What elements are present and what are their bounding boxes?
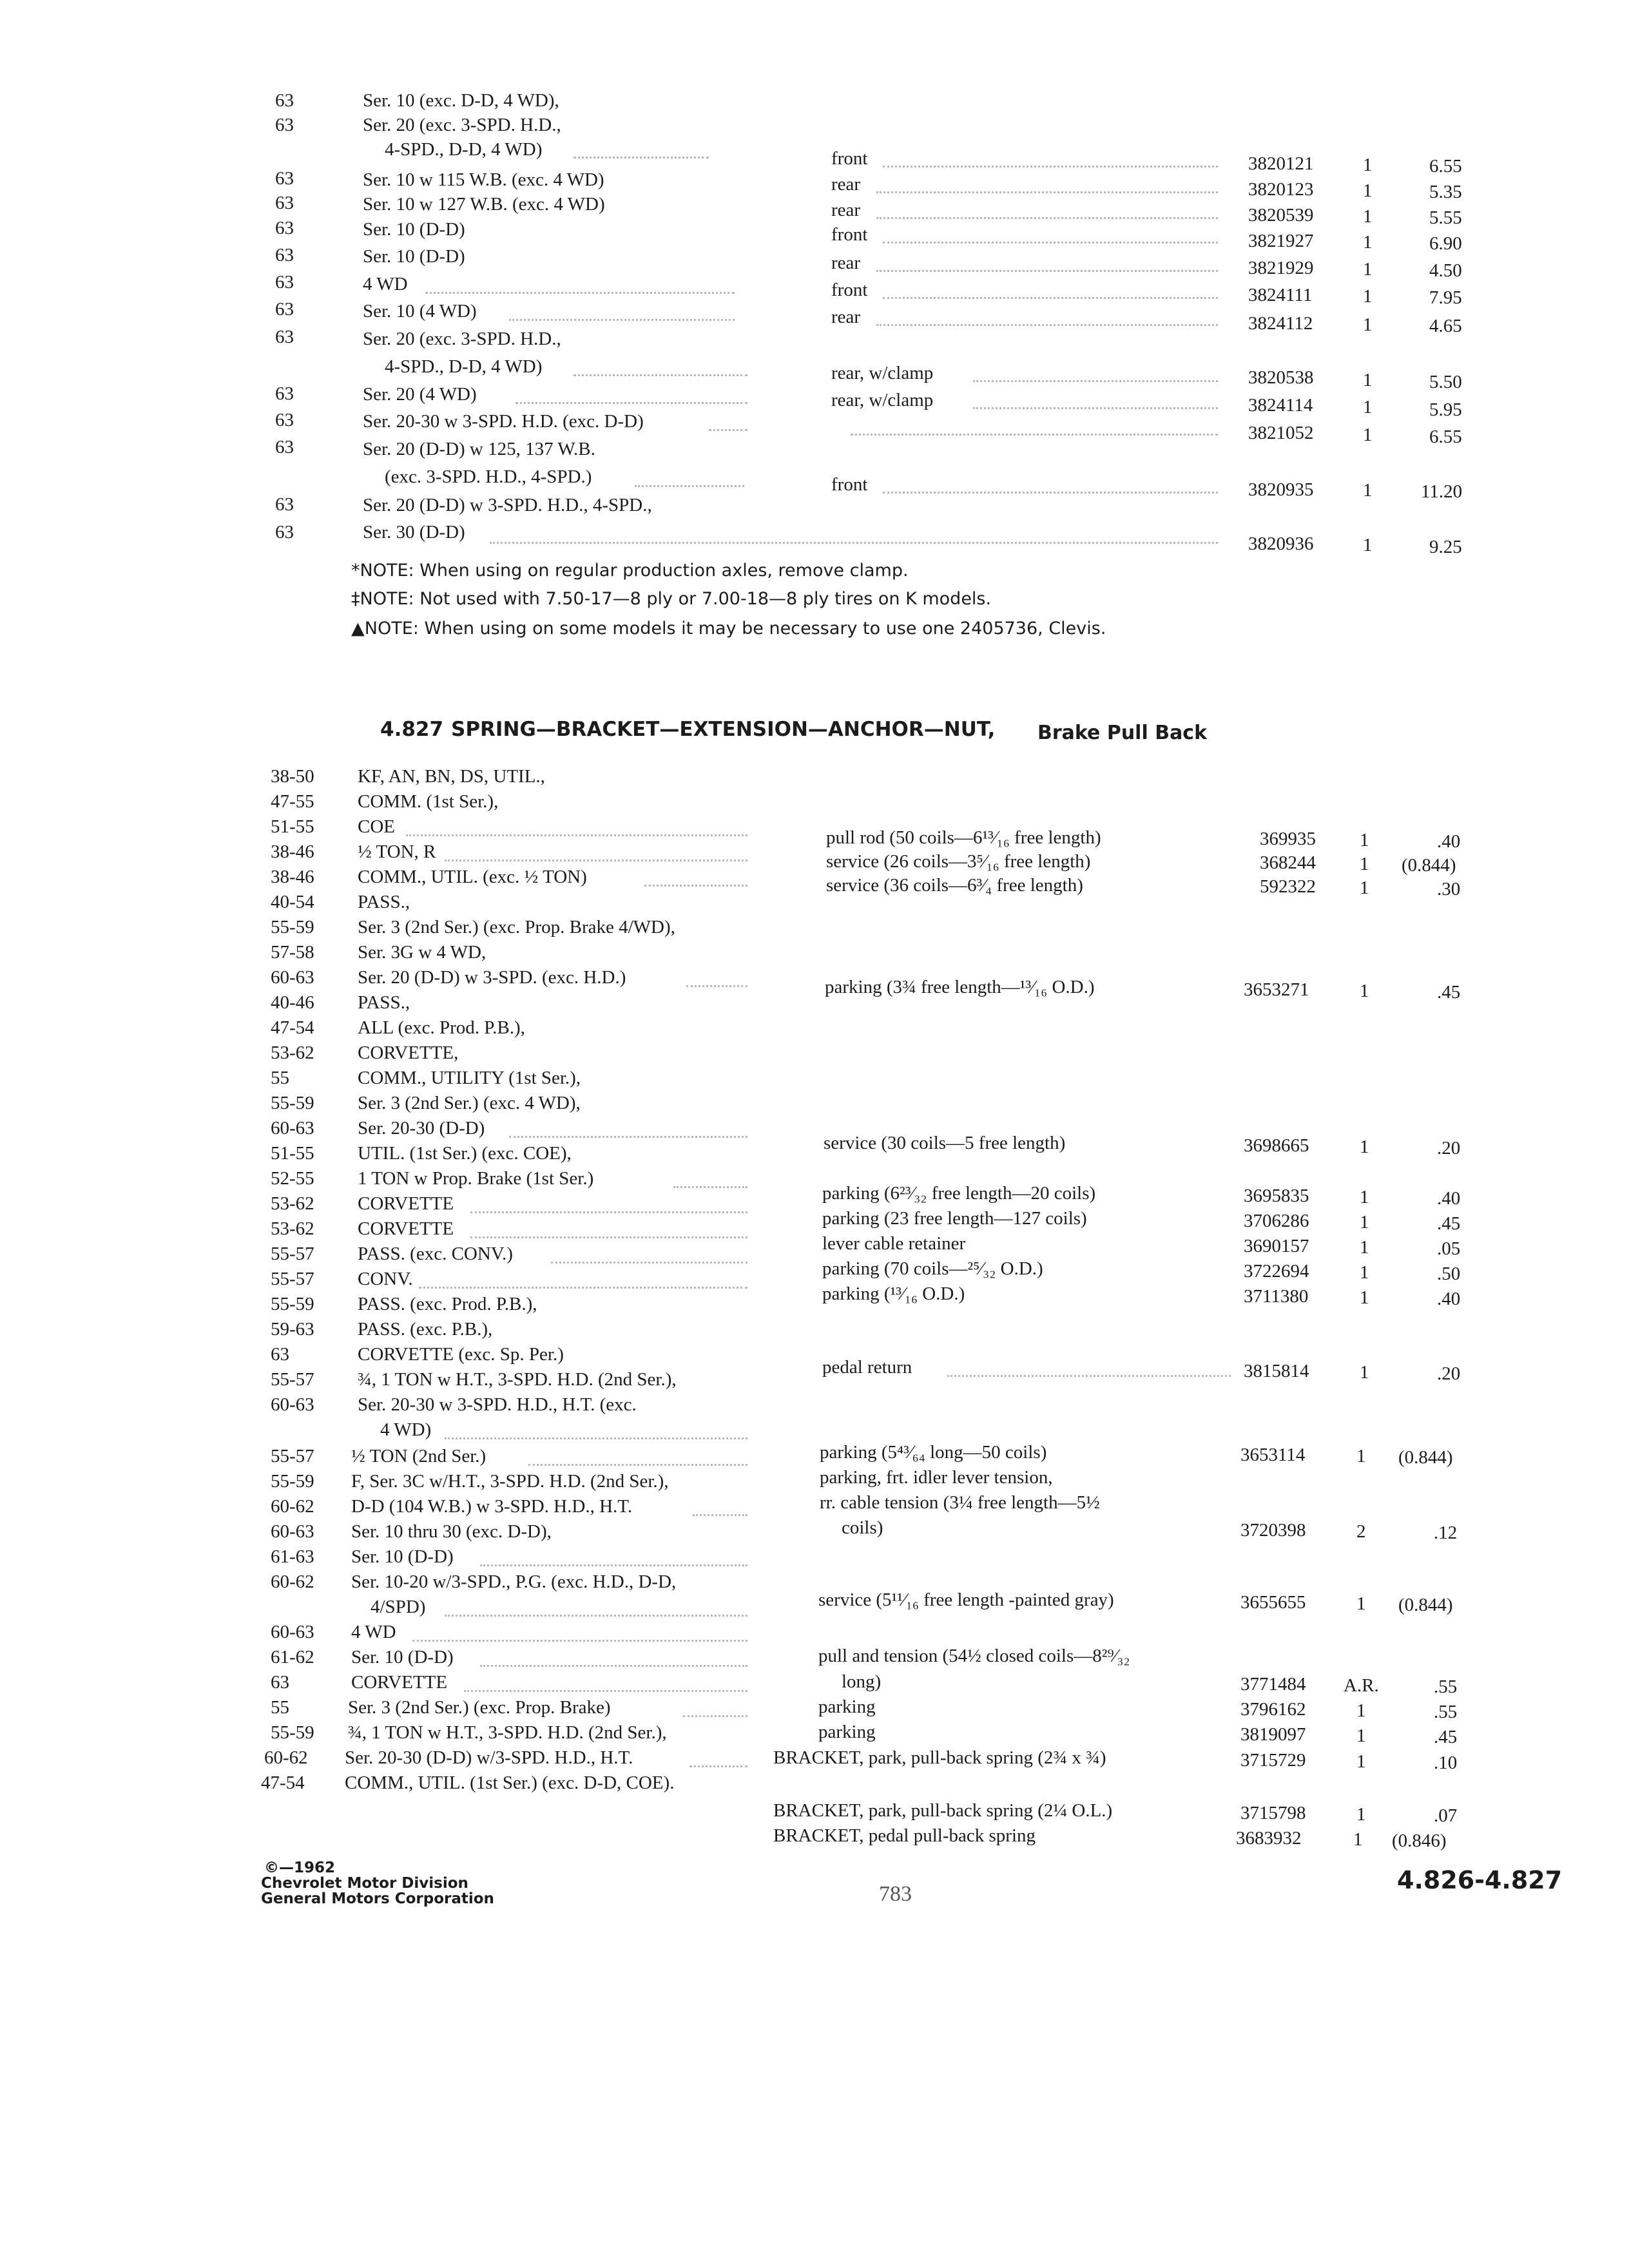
year-cell: 55-57 — [271, 1244, 314, 1264]
part-no-cell: 368244 — [1260, 852, 1316, 873]
qty-cell: 1 — [1360, 1362, 1369, 1383]
qty-cell: 1 — [1363, 314, 1373, 335]
desc-cell: lever cable retainer — [822, 1233, 966, 1254]
model-cell: Ser. 20-30 w 3-SPD. H.D., H.T. (exc. — [358, 1394, 637, 1415]
desc-cell: rear, w/clamp — [831, 390, 934, 410]
year-cell: 51-55 — [271, 1143, 314, 1164]
model-cell: COMM., UTILITY (1st Ser.), — [358, 1068, 581, 1088]
year-cell: 63 — [275, 218, 294, 238]
desc-cell: rear — [831, 200, 861, 220]
model-cell: Ser. 30 (D-D) — [363, 522, 465, 543]
model-cell: ½ TON, R — [358, 841, 436, 862]
price-cell: 5.55 — [1429, 207, 1462, 228]
part-no-cell: 3824114 — [1248, 395, 1313, 416]
year-cell: 53-62 — [271, 1043, 314, 1063]
price-cell: 5.35 — [1429, 182, 1462, 202]
part-no-cell: 3695835 — [1244, 1186, 1309, 1206]
model-cell: COE — [358, 816, 395, 837]
model-cell: 4/SPD) — [371, 1597, 426, 1617]
year-cell: 55 — [271, 1697, 289, 1718]
desc-cell: front — [831, 474, 868, 495]
qty-cell: 1 — [1356, 1446, 1366, 1466]
model-cell: Ser. 3 (2nd Ser.) (exc. Prop. Brake 4/WD), — [358, 917, 675, 937]
price-cell: .10 — [1434, 1753, 1458, 1773]
qty-cell: 1 — [1363, 397, 1373, 418]
part-no-cell: 3815814 — [1244, 1361, 1309, 1381]
note-tires: ‡NOTE: Not used with 7.50-17—8 ply or 7.00-18—8 ply tires on K models. — [351, 589, 992, 609]
model-cell: 4 WD) — [380, 1419, 432, 1440]
part-no-cell: 369935 — [1260, 829, 1316, 849]
model-cell: PASS. (exc. Prod. P.B.), — [358, 1294, 537, 1314]
qty-cell: 1 — [1363, 206, 1373, 227]
year-cell: 63 — [275, 245, 294, 265]
qty-cell: 1 — [1353, 1829, 1363, 1850]
desc-cell: service (30 coils—5 free length) — [824, 1133, 1066, 1153]
section-range: 4.826-4.827 — [1397, 1866, 1563, 1894]
model-cell: CORVETTE, — [358, 1043, 459, 1063]
year-cell: 60-62 — [271, 1571, 314, 1592]
qty-cell: 1 — [1356, 1593, 1366, 1614]
model-cell: Ser. 10 w 127 W.B. (exc. 4 WD) — [363, 194, 605, 215]
part-no-cell: 3706286 — [1244, 1211, 1309, 1231]
price-cell: 11.20 — [1421, 481, 1463, 502]
price-cell: .55 — [1434, 1677, 1458, 1697]
qty-cell: 1 — [1360, 1212, 1369, 1233]
part-no-cell: 3796162 — [1240, 1699, 1306, 1720]
year-cell: 57-58 — [271, 942, 314, 963]
qty-cell: 1 — [1363, 155, 1373, 175]
price-cell: 6.55 — [1429, 427, 1462, 447]
part-no-cell: 3720398 — [1240, 1520, 1306, 1541]
part-no-cell: 3722694 — [1244, 1261, 1309, 1282]
price-cell: 7.95 — [1429, 287, 1462, 308]
model-cell: ALL (exc. Prod. P.B.), — [358, 1017, 525, 1038]
model-cell: ¾, 1 TON w H.T., 3-SPD. H.D. (2nd Ser.), — [348, 1722, 667, 1743]
year-cell: 63 — [275, 115, 294, 135]
qty-cell: 1 — [1360, 878, 1369, 898]
model-cell: Ser. 20 (D-D) w 3-SPD. (exc. H.D.) — [358, 967, 626, 988]
desc-cell: service (26 coils—3⁵⁄₁₆ free length) — [826, 851, 1091, 872]
desc-cell: parking (5⁴³⁄₆₄ long—50 coils) — [820, 1442, 1047, 1463]
model-cell: 1 TON w Prop. Brake (1st Ser.) — [358, 1168, 594, 1189]
note-clevis: ▲NOTE: When using on some models it may be necessary to use one 2405736, Clevis. — [351, 619, 1106, 639]
model-cell: ¾, 1 TON w H.T., 3-SPD. H.D. (2nd Ser.), — [358, 1369, 677, 1390]
year-cell: 63 — [275, 327, 294, 347]
year-cell: 63 — [275, 522, 294, 543]
price-cell: (0.844) — [1398, 1595, 1453, 1615]
part-no-cell: 3824112 — [1248, 313, 1313, 334]
part-no-cell: 3820123 — [1248, 179, 1314, 200]
model-cell: CORVETTE — [351, 1672, 448, 1693]
part-no-cell: 3824111 — [1248, 285, 1313, 305]
price-cell: .07 — [1434, 1805, 1458, 1826]
model-cell: Ser. 10 thru 30 (exc. D-D), — [351, 1521, 552, 1542]
price-cell: .20 — [1437, 1363, 1461, 1384]
section-number: 4.827 — [380, 718, 444, 741]
part-no-cell: 3819097 — [1240, 1724, 1306, 1745]
model-cell: Ser. 10 (D-D) — [351, 1546, 454, 1567]
part-no-cell: 3771484 — [1240, 1674, 1306, 1695]
year-cell: 55-57 — [271, 1369, 314, 1390]
desc-cell: front — [831, 224, 868, 245]
part-no-cell: 3715798 — [1240, 1803, 1306, 1823]
price-cell: .45 — [1437, 1213, 1461, 1234]
qty-cell: 1 — [1360, 830, 1369, 850]
price-cell: 5.95 — [1429, 399, 1462, 420]
qty-cell: 1 — [1360, 1137, 1369, 1157]
year-cell: 55-59 — [271, 917, 314, 937]
year-cell: 55-57 — [271, 1446, 314, 1466]
qty-cell: 1 — [1363, 535, 1373, 555]
year-cell: 38-46 — [271, 841, 314, 862]
desc-cell: pedal return — [822, 1357, 912, 1378]
model-cell: Ser. 3G w 4 WD, — [358, 942, 487, 963]
model-cell: CONV. — [358, 1269, 413, 1289]
qty-cell: 1 — [1363, 259, 1373, 280]
page-number: 783 — [879, 1882, 912, 1906]
desc-cell: parking — [818, 1722, 876, 1742]
desc-cell: service (36 coils—6³⁄₄ free length) — [826, 875, 1083, 896]
price-cell: .40 — [1437, 1289, 1461, 1309]
price-cell: .30 — [1437, 879, 1461, 899]
part-no-cell: 3820538 — [1248, 367, 1314, 388]
division-name: Chevrolet Motor Division — [261, 1875, 468, 1892]
price-cell: .40 — [1437, 831, 1461, 852]
qty-cell: 1 — [1360, 854, 1369, 874]
year-cell: 55 — [271, 1068, 289, 1088]
price-cell: .45 — [1437, 982, 1461, 1003]
model-cell: Ser. 20-30 w 3-SPD. H.D. (exc. D-D) — [363, 411, 644, 432]
price-cell: 4.50 — [1429, 260, 1462, 281]
desc-cell: BRACKET, park, pull-back spring (2¼ O.L.) — [773, 1800, 1113, 1821]
model-cell: PASS., — [358, 992, 410, 1013]
model-cell: Ser. 20 (D-D) w 3-SPD. H.D., 4-SPD., — [363, 495, 652, 515]
model-cell: 4 WD — [363, 274, 408, 294]
year-cell: 63 — [275, 494, 294, 515]
year-cell: 63 — [275, 383, 294, 404]
desc-cell: parking — [818, 1696, 876, 1717]
qty-cell: A.R. — [1344, 1675, 1379, 1696]
year-cell: 40-54 — [271, 892, 314, 912]
desc-cell: BRACKET, pedal pull-back spring — [773, 1825, 1036, 1846]
desc-cell: pull rod (50 coils—6¹³⁄₁₆ free length) — [826, 827, 1101, 848]
model-cell: CORVETTE — [358, 1218, 454, 1239]
model-cell: KF, AN, BN, DS, UTIL., — [358, 766, 545, 787]
desc-cell: parking (70 coils—²⁵⁄₃₂ O.D.) — [822, 1258, 1043, 1279]
model-cell: 4 WD — [351, 1622, 396, 1642]
qty-cell: 1 — [1363, 370, 1373, 390]
model-cell: (exc. 3-SPD. H.D., 4-SPD.) — [385, 466, 592, 487]
model-cell: Ser. 20 (4 WD) — [363, 384, 477, 405]
model-cell: Ser. 3 (2nd Ser.) (exc. Prop. Brake) — [348, 1697, 611, 1718]
qty-cell: 1 — [1363, 286, 1373, 307]
year-cell: 53-62 — [271, 1193, 314, 1214]
part-no-cell: 3821929 — [1248, 258, 1314, 278]
year-cell: 55-59 — [271, 1471, 314, 1492]
year-cell: 63 — [271, 1672, 289, 1693]
section-subtitle: Brake Pull Back — [1037, 722, 1208, 744]
year-cell: 63 — [275, 437, 294, 457]
model-cell: ½ TON (2nd Ser.) — [351, 1446, 487, 1466]
model-cell: COMM., UTIL. (1st Ser.) (exc. D-D, COE). — [345, 1773, 675, 1793]
corporation-name: General Motors Corporation — [261, 1890, 494, 1907]
price-cell: .20 — [1437, 1138, 1461, 1158]
desc-cell: rear, w/clamp — [831, 363, 934, 383]
qty-cell: 1 — [1356, 1804, 1366, 1825]
model-cell: F, Ser. 3C w/H.T., 3-SPD. H.D. (2nd Ser.), — [351, 1471, 669, 1492]
price-cell: .45 — [1434, 1727, 1458, 1747]
copyright: ©—1962 — [264, 1860, 336, 1876]
model-cell: 4-SPD., D-D, 4 WD) — [385, 139, 543, 160]
desc-cell: front — [831, 148, 868, 169]
model-cell: UTIL. (1st Ser.) (exc. COE), — [358, 1143, 572, 1164]
model-cell: CORVETTE — [358, 1193, 454, 1214]
model-cell: CORVETTE (exc. Sp. Per.) — [358, 1344, 564, 1365]
year-cell: 60-63 — [271, 1118, 314, 1139]
year-cell: 55-57 — [271, 1269, 314, 1289]
price-cell: 6.90 — [1429, 233, 1462, 254]
model-cell: 4-SPD., D-D, 4 WD) — [385, 356, 543, 377]
year-cell: 63 — [275, 168, 294, 189]
year-cell: 60-63 — [271, 1622, 314, 1642]
qty-cell: 1 — [1363, 425, 1373, 445]
year-cell: 55-59 — [271, 1722, 314, 1743]
desc-cell: parking (¹³⁄₁₆ O.D.) — [822, 1283, 965, 1304]
part-no-cell: 3715729 — [1240, 1750, 1306, 1771]
year-cell: 53-62 — [271, 1218, 314, 1239]
desc-cell: BRACKET, park, pull-back spring (2¾ x ¾) — [773, 1747, 1106, 1768]
part-no-cell: 3821052 — [1248, 423, 1314, 443]
year-cell: 47-54 — [271, 1017, 314, 1038]
price-cell: .50 — [1437, 1264, 1461, 1284]
model-cell: COMM., UTIL. (exc. ½ TON) — [358, 867, 587, 887]
model-cell: Ser. 20-30 (D-D) — [358, 1118, 485, 1139]
price-cell: .40 — [1437, 1188, 1461, 1209]
model-cell: D-D (104 W.B.) w 3-SPD. H.D., H.T. — [351, 1496, 633, 1517]
price-cell: .05 — [1437, 1238, 1461, 1259]
part-no-cell: 3711380 — [1244, 1286, 1309, 1307]
part-no-cell: 3820936 — [1248, 533, 1314, 554]
year-cell: 63 — [275, 90, 294, 111]
year-cell: 63 — [275, 193, 294, 213]
year-cell: 38-50 — [271, 766, 314, 787]
qty-cell: 1 — [1360, 1187, 1369, 1207]
desc-cell: parking, frt. idler lever tension, — [820, 1467, 1053, 1488]
note-clamp: *NOTE: When using on regular production axles, remove clamp. — [351, 561, 909, 581]
part-no-cell: 3655655 — [1240, 1592, 1306, 1613]
year-cell: 51-55 — [271, 816, 314, 837]
model-cell: Ser. 10 (D-D) — [363, 219, 465, 240]
qty-cell: 1 — [1360, 1287, 1369, 1308]
year-cell: 63 — [275, 299, 294, 320]
year-cell: 47-55 — [271, 791, 314, 812]
desc-cell: rear — [831, 174, 861, 195]
part-no-cell: 3820935 — [1248, 479, 1314, 500]
year-cell: 63 — [271, 1344, 289, 1365]
desc-cell: coils) — [842, 1517, 883, 1538]
year-cell: 60-62 — [271, 1496, 314, 1517]
year-cell: 60-63 — [271, 1521, 314, 1542]
model-cell: PASS. (exc. P.B.), — [358, 1319, 493, 1340]
year-cell: 40-46 — [271, 992, 314, 1013]
part-no-cell: 3698665 — [1244, 1135, 1309, 1156]
year-cell: 38-46 — [271, 867, 314, 887]
desc-cell: rear — [831, 253, 861, 273]
qty-cell: 1 — [1356, 1700, 1366, 1721]
year-cell: 60-63 — [271, 1394, 314, 1415]
year-cell: 63 — [275, 272, 294, 293]
desc-cell: parking (6²³⁄₃₂ free length—20 coils) — [822, 1183, 1096, 1204]
desc-cell: long) — [842, 1671, 882, 1692]
qty-cell: 1 — [1356, 1751, 1366, 1772]
section-title: SPRING—BRACKET—EXTENSION—ANCHOR—NUT, — [451, 718, 996, 741]
price-cell: (0.844) — [1398, 1447, 1453, 1468]
part-no-cell: 3690157 — [1244, 1236, 1309, 1256]
part-no-cell: 3653271 — [1244, 979, 1309, 1000]
model-cell: COMM. (1st Ser.), — [358, 791, 499, 812]
desc-cell: parking (3¾ free length—¹³⁄₁₆ O.D.) — [825, 977, 1095, 997]
price-cell: .12 — [1434, 1523, 1458, 1543]
model-cell: Ser. 10 (4 WD) — [363, 301, 477, 322]
qty-cell: 1 — [1363, 180, 1373, 201]
model-cell: Ser. 10 (exc. D-D, 4 WD), — [363, 90, 559, 111]
model-cell: Ser. 20 (exc. 3-SPD. H.D., — [363, 115, 561, 135]
desc-cell: rr. cable tension (3¼ free length—5½ — [820, 1492, 1100, 1513]
qty-cell: 1 — [1360, 1237, 1369, 1258]
year-cell: 60-62 — [264, 1747, 308, 1768]
part-no-cell: 3683932 — [1236, 1828, 1302, 1849]
price-cell: .55 — [1434, 1702, 1458, 1722]
qty-cell: 2 — [1356, 1521, 1366, 1542]
desc-cell: parking (23 free length—127 coils) — [822, 1208, 1087, 1229]
model-cell: Ser. 20-30 (D-D) w/3-SPD. H.D., H.T. — [345, 1747, 633, 1768]
qty-cell: 1 — [1363, 232, 1373, 253]
part-no-cell: 3653114 — [1240, 1445, 1306, 1465]
year-cell: 60-63 — [271, 967, 314, 988]
year-cell: 63 — [275, 410, 294, 430]
part-no-cell: 3820121 — [1248, 153, 1314, 174]
part-no-cell: 3821927 — [1248, 231, 1314, 251]
model-cell: Ser. 20 (exc. 3-SPD. H.D., — [363, 329, 561, 349]
model-cell: Ser. 20 (D-D) w 125, 137 W.B. — [363, 439, 595, 459]
model-cell: Ser. 10 (D-D) — [351, 1647, 454, 1667]
year-cell: 47-54 — [261, 1773, 305, 1793]
desc-cell: pull and tension (54½ closed coils—8²⁹⁄₃₂ — [818, 1646, 1130, 1666]
qty-cell: 1 — [1356, 1725, 1366, 1746]
qty-cell: 1 — [1363, 480, 1373, 501]
model-cell: Ser. 10 w 115 W.B. (exc. 4 WD) — [363, 169, 604, 190]
price-cell: (0.844) — [1402, 855, 1456, 876]
year-cell: 59-63 — [271, 1319, 314, 1340]
model-cell: PASS., — [358, 892, 410, 912]
year-cell: 61-62 — [271, 1647, 314, 1667]
model-cell: Ser. 10-20 w/3-SPD., P.G. (exc. H.D., D-D, — [351, 1571, 677, 1592]
model-cell: Ser. 3 (2nd Ser.) (exc. 4 WD), — [358, 1093, 581, 1113]
qty-cell: 1 — [1360, 981, 1369, 1001]
price-cell: 5.50 — [1429, 372, 1462, 392]
part-no-cell: 3820539 — [1248, 205, 1314, 226]
model-cell: Ser. 10 (D-D) — [363, 246, 465, 267]
price-cell: 6.55 — [1429, 156, 1462, 177]
price-cell: 4.65 — [1429, 316, 1462, 336]
price-cell: 9.25 — [1429, 537, 1462, 557]
desc-cell: front — [831, 280, 868, 300]
part-no-cell: 592322 — [1260, 876, 1316, 897]
desc-cell: service (5¹¹⁄₁₆ free length -painted gray) — [818, 1590, 1114, 1610]
year-cell: 61-63 — [271, 1546, 314, 1567]
model-cell: PASS. (exc. CONV.) — [358, 1244, 513, 1264]
desc-cell: rear — [831, 307, 861, 327]
qty-cell: 1 — [1360, 1262, 1369, 1283]
year-cell: 55-59 — [271, 1093, 314, 1113]
year-cell: 55-59 — [271, 1294, 314, 1314]
price-cell: (0.846) — [1392, 1831, 1447, 1851]
year-cell: 52-55 — [271, 1168, 314, 1189]
